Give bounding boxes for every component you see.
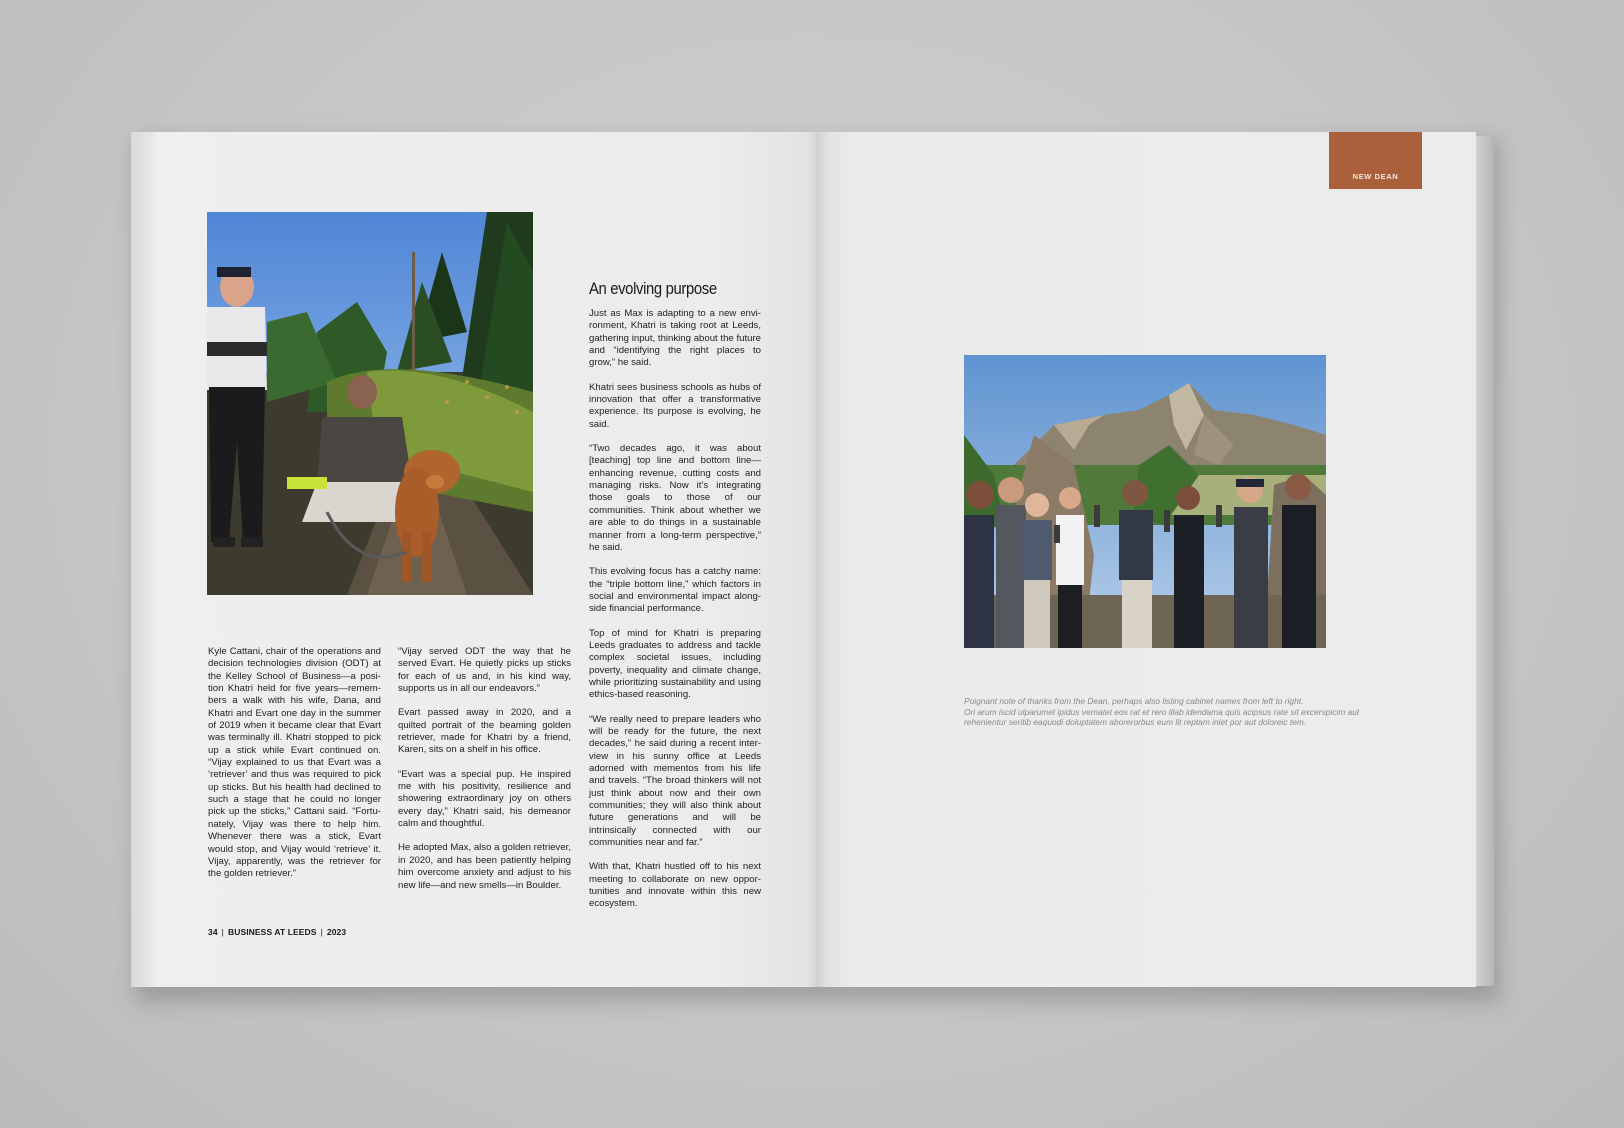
paragraph: “Two decades ago, it was about [teaching] top line and bottom line—enhancing revenue, cutting costs and managing risks. Now it’s integrating those goals to those of our communities. Think about whether we are able to do things in a sustainable manner from a long-term perspective,” he said. — [589, 443, 761, 553]
folio-separator: | — [221, 927, 224, 937]
paragraph: “Vijay served ODT the way that he served Evart. He quietly picks up sticks for each of us and, in his kind way, supports us in all our endeavors.” — [398, 646, 571, 695]
page-number: 34 — [208, 927, 218, 937]
magazine-gutter — [806, 132, 828, 987]
photo-group-toast — [964, 355, 1326, 648]
left-page-edge — [131, 132, 157, 987]
paragraph: Just as Max is adapting to a new environment, Khatri is taking root at Leeds, gathering input, thinking about the future and “identifying the right places to grow,” he said. — [589, 308, 761, 369]
section-tab — [1329, 132, 1422, 189]
caption-line: Ori arum iscid ulparumet ipidus vernatet eos rat et rero illab idendama quis acipsus rate sit excerspicim aut rehenientur seritib eaquodi doluptatem aborerorbus eum lit reptam iniet por aut doloreic tem. — [964, 706, 1360, 728]
paragraph: Evart passed away in 2020, and a quilted portrait of the beaming golden retriever, made for Khatri by a friend, Karen, sits on a shelf in his office. — [398, 707, 571, 756]
photo-dog-walk — [207, 212, 533, 595]
paragraph: With that, Khatri hustled off to his next meeting to collaborate on new opportunities and innovate within this new ecosystem. — [589, 861, 761, 910]
publication-year: 2023 — [326, 927, 347, 937]
caption-line: Poignant note of thanks from the Dean, perhaps also listing cabinet names from left to right. — [964, 696, 1304, 706]
paragraph: “We really need to prepare leaders who will be ready for the future, the next decades,” he said during a recent interview in his sunny office at Leeds adorned with mementos from his life and travels. “The broad thinkers will not just think about now and their own communities; they will also think about future generations and will be intrinsically connected with our communities near and far.” — [589, 713, 761, 849]
publication-name: BUSINESS AT LEEDS — [227, 927, 317, 937]
paragraph: Top of mind for Khatri is preparing Leeds graduates to address and tackle complex societal issues, including poverty, inequality and climate change, while prioritizing sustainability and using ethics-based reasoning. — [589, 627, 761, 701]
text-column-3 — [589, 308, 761, 923]
text-column-1 — [208, 646, 381, 893]
paragraph: He adopted Max, also a golden retriever, in 2020, and has been patiently helping him overcome anxiety and adjust to his new life—and new smells—in Boulder. — [398, 842, 571, 891]
text-column-2 — [398, 646, 571, 904]
paragraph: “Evart was a special pup. He inspired me with his positivity, resilience and showering extraordinary joy on others every day,” Khatri said, his demeanor calm and thoughtful. — [398, 768, 571, 830]
paragraph: Kyle Cattani, chair of the operations and decision technologies division (ODT) at the Kelley School of Business—a position Khatri held for five years—remembers a walk with his wife, Dana, and Khatri and Evart one day in the summer of 2019 when it became clear that Evart was terminally ill. Khatri stopped to pick up a stick while Evart continued on. “Vijay explained to us that Evart was a ‘retriever’ and thus was required to pick up sticks. But his health had declined to such a stage that he could no longer pick up the sticks,” Cattani said. “Fortunately, Vijay was there to help him. Whenever there was a stick, Evart would stop, and Vijay would ‘retrieve’ it. Vijay, apparently, was the retriever for the golden retriever.” — [208, 646, 381, 880]
page-folio — [208, 927, 346, 937]
paragraph: Khatri sees business schools as hubs of innovation that offer a transformative experience. Its purpose is evolving, he said. — [589, 381, 761, 430]
section-tab-label: NEW DEAN — [1352, 172, 1399, 181]
photo-caption — [964, 696, 1364, 728]
section-heading: An evolving purpose — [589, 280, 717, 298]
folio-separator: | — [320, 927, 323, 937]
paragraph: This evolving focus has a catchy name: the “triple bottom line,” which factors in social and environmental impact alongside financial performance. — [589, 566, 761, 615]
